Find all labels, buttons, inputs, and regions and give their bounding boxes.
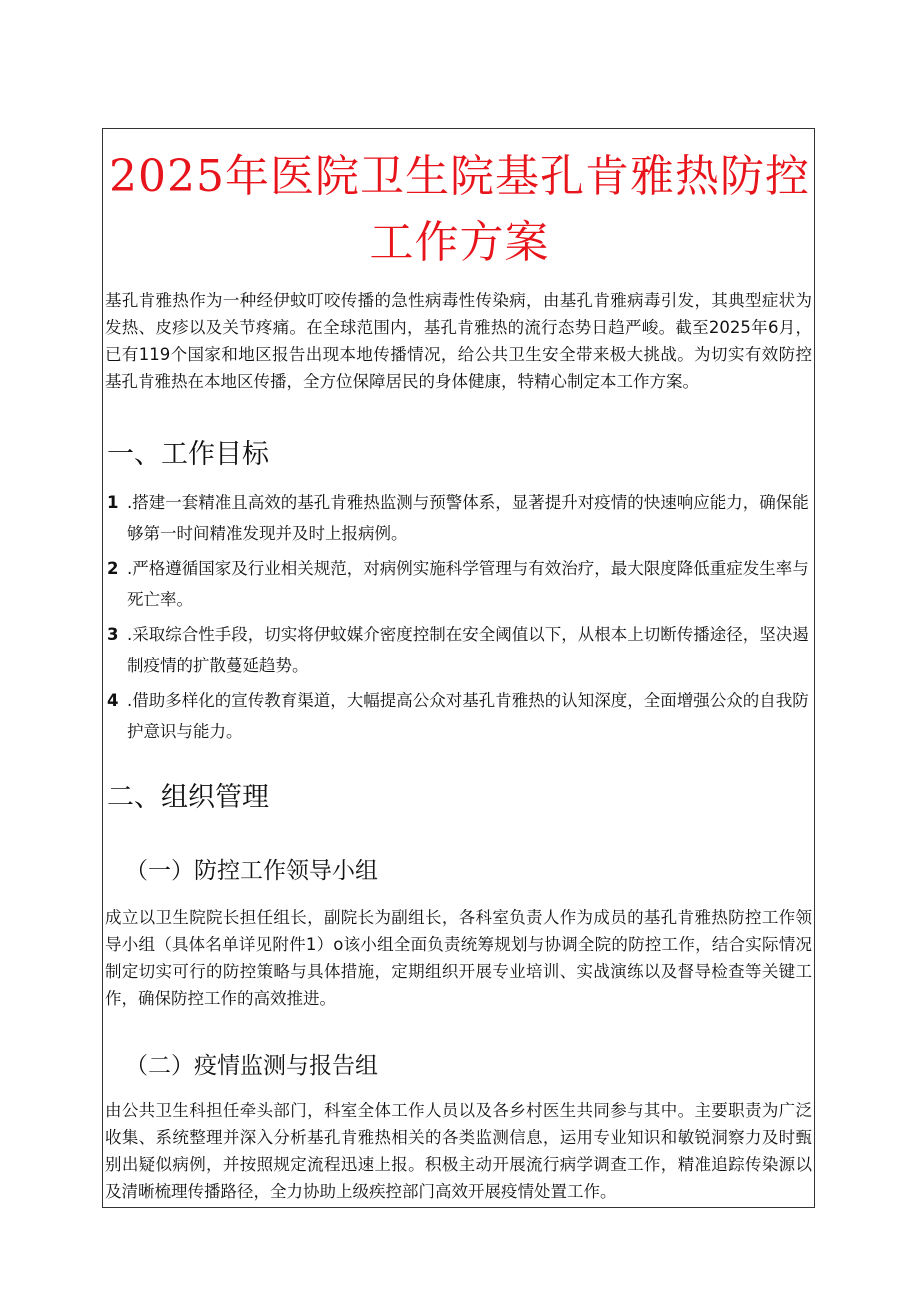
section2-heading: 二、组织管理 [107, 782, 269, 813]
goal-item-4 [107, 685, 810, 747]
goal-item-number: 2 [107, 559, 119, 578]
goal-item-text: .借助多样化的宣传教育渠道，大幅提高公众对基孔肯雅热的认知深度，全面增强公众的自我防护意识与能力。 [127, 691, 809, 741]
goal-item-text: .严格遵循国家及行业相关规范，对病例实施科学管理与有效治疗，最大限度降低重症发生率与死亡率。 [127, 559, 809, 609]
goal-item-text: .采取综合性手段，切实将伊蚊媒介密度控制在安全阈值以下，从根本上切断传播途径，坚决遏制疫情的扩散蔓延趋势。 [127, 625, 809, 675]
section1-heading: 一、工作目标 [107, 439, 269, 470]
subsection2-paragraph: 由公共卫生科担任牵头部门，科室全体工作人员以及各乡村医生共同参与其中。主要职责为广泛收集、系统整理并深入分析基孔肯雅热相关的各类监测信息，运用专业知识和敏锐洞察力及时甄别出疑似病例，并按照规定流程迅速上报。积极主动开展流行病学调查工作，精准追踪传染源以及清晰梳理传播路径，全力协助上级疾控部门高效开展疫情处置工作。 [105, 1101, 812, 1201]
goal-item-number: 1 [107, 493, 119, 512]
goal-item-2 [107, 553, 810, 615]
goal-item-number: 3 [107, 625, 119, 644]
goal-item-number: 4 [107, 691, 119, 710]
subsection1-paragraph: 成立以卫生院院长担任组长，副院长为副组长，各科室负责人作为成员的基孔肯雅热防控工作领导小组（具体名单详见附件1）o该小组全面负责统筹规划与协调全院的防控工作，结合实际情况制定切实可行的防控策略与具体措施，定期组织开展专业培训、实战演练以及督导检查等关键工作，确保防控工作的高效推进。 [105, 908, 812, 1008]
goal-item-text: .搭建一套精准且高效的基孔肯雅热监测与预警体系，显著提升对疫情的快速响应能力，确保能够第一时间精准发现并及时上报病例。 [127, 493, 809, 543]
intro-paragraph: 基孔肯雅热作为一种经伊蚊叮咬传播的急性病毒性传染病，由基孔肯雅病毒引发，其典型症状为发热、皮疹以及关节疼痛。在全球范围内，基孔肯雅热的流行态势日趋严峻。截至2025年6月，已有119个国家和地区报告出现本地传播情况，给公共卫生安全带来极大挑战。为切实有效防控基孔肯雅热在本地区传播，全方位保障居民的身体健康，特精心制定本工作方案。 [105, 291, 812, 391]
subsection1-heading: （一）防控工作领导小组 [125, 858, 378, 884]
document-title-line2: 工作方案 [369, 217, 550, 268]
document-frame [102, 128, 815, 1208]
goal-item-1 [107, 487, 810, 549]
document-title-line1: 2025年医院卫生院基孔肯雅热防控 [109, 151, 810, 202]
subsection2-heading: （二）疫情监测与报告组 [125, 1053, 378, 1079]
goal-item-3 [107, 619, 810, 681]
